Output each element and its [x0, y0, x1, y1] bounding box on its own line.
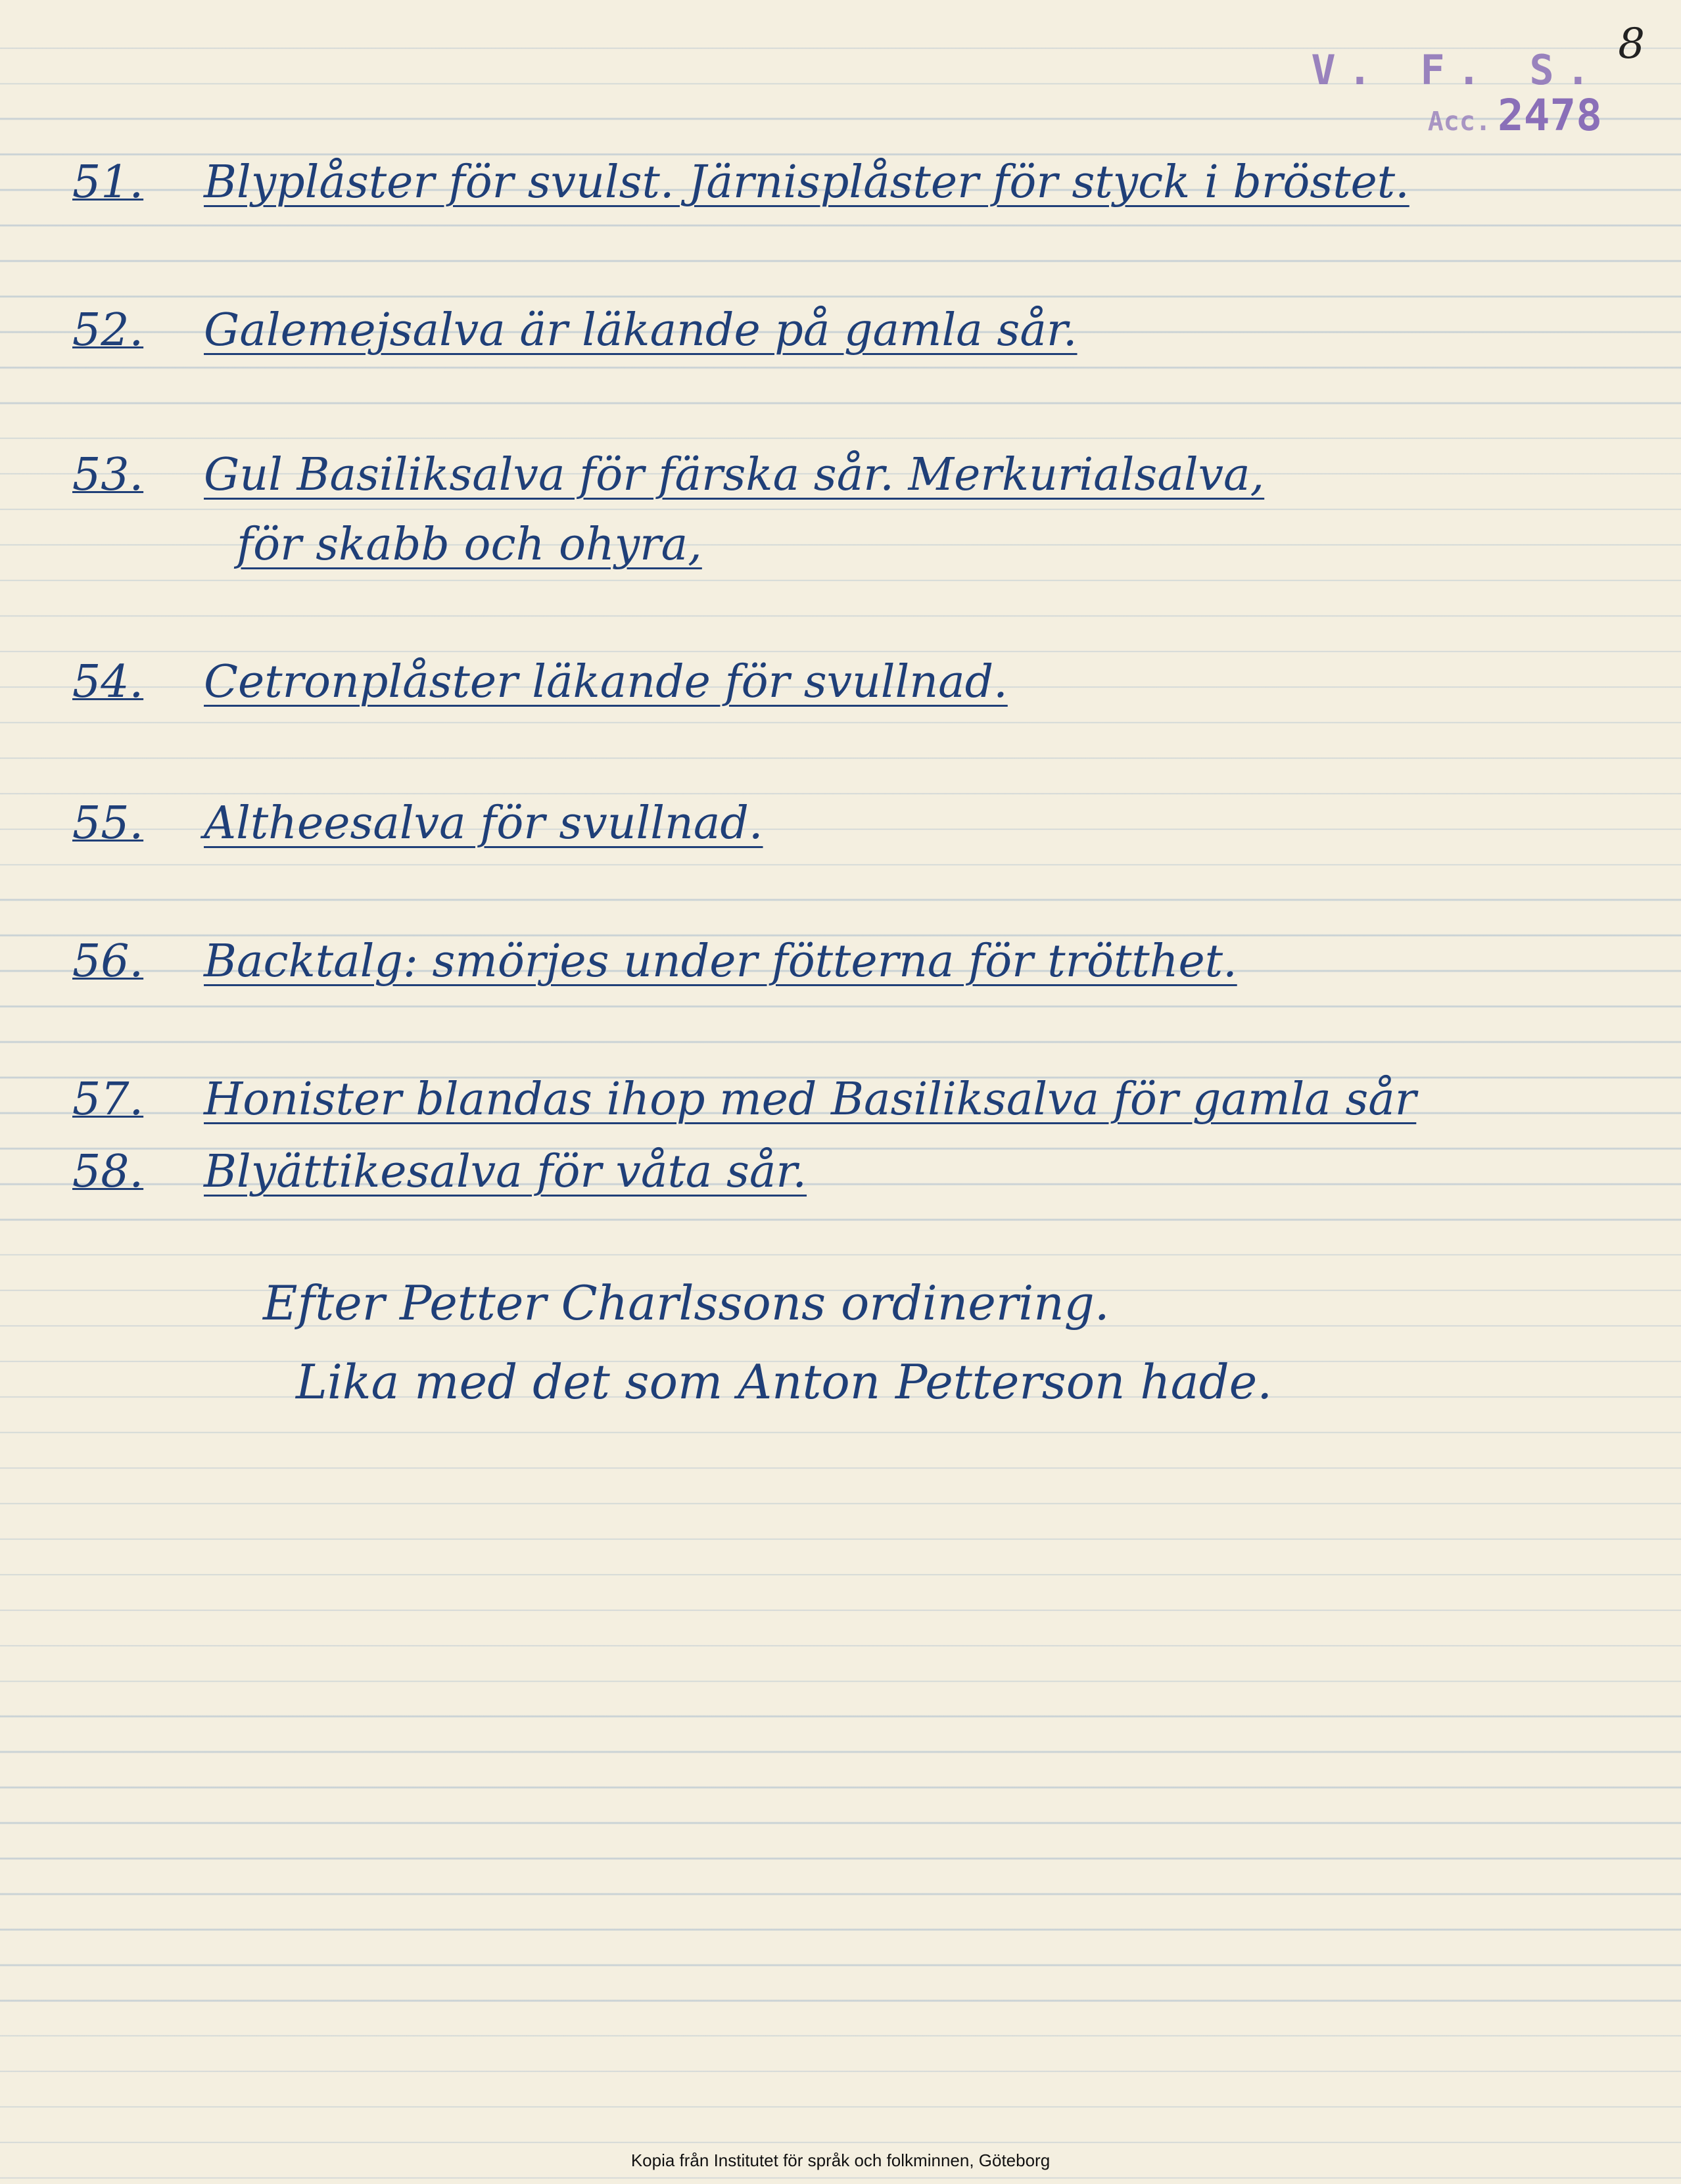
copyright-notice: Kopia från Institutet för språk och folkminnen, Göteborg — [630, 2150, 1051, 2170]
page-number: 8 — [1618, 20, 1645, 68]
archive-stamp — [1311, 46, 1602, 141]
entry-57 — [72, 1065, 1416, 1135]
entry-text: Cetronplåster läkande för svullnad. — [204, 656, 1008, 708]
entry-52 — [72, 296, 1077, 366]
entry-number: 51. — [72, 156, 144, 208]
entry-number: 54. — [72, 656, 144, 708]
stamp-line2 — [1311, 90, 1602, 141]
entry-number: 52. — [72, 304, 144, 356]
entry-text: Galemejsalva är läkande på gamla sår. — [204, 304, 1077, 356]
stamp-number: 2478 — [1498, 90, 1602, 141]
entry-text: Honister blandas ihop med Basiliksalva för gamla sår — [204, 1074, 1417, 1126]
entry-number: 56. — [72, 936, 144, 987]
stamp-line1: V. F. S. — [1311, 46, 1602, 94]
entry-text: Gul Basiliksalva för färska sår. Merkurialsalva, — [204, 449, 1265, 501]
ordination-note: Efter Petter Charlssons ordinering. — [263, 1275, 1110, 1331]
entry-text: Blyättikesalva för våta sår. — [204, 1146, 807, 1198]
entry-continuation: för skabb och ohyra, — [237, 519, 702, 571]
entry-text: Blyplåster för svulst. Järnisplåster för styck i bröstet. — [204, 156, 1409, 208]
entry-number: 58. — [72, 1146, 144, 1198]
entry-54 — [72, 648, 1008, 717]
entry-55 — [72, 789, 763, 859]
entry-number: 53. — [72, 449, 144, 501]
entry-58 — [72, 1137, 807, 1207]
entry-text: Backtalg: smörjes under fötterna för trötthet. — [204, 936, 1237, 987]
entry-number: 55. — [72, 797, 144, 849]
reference-note: Lika med det som Anton Petterson hade. — [296, 1354, 1273, 1410]
entry-51 — [72, 148, 1409, 218]
stamp-abbr: Acc. — [1427, 107, 1492, 137]
entry-text: Altheesalva för svullnad. — [204, 797, 763, 849]
entry-number: 57. — [72, 1074, 144, 1126]
entry-56 — [72, 927, 1237, 997]
entry-53 — [72, 440, 1264, 580]
